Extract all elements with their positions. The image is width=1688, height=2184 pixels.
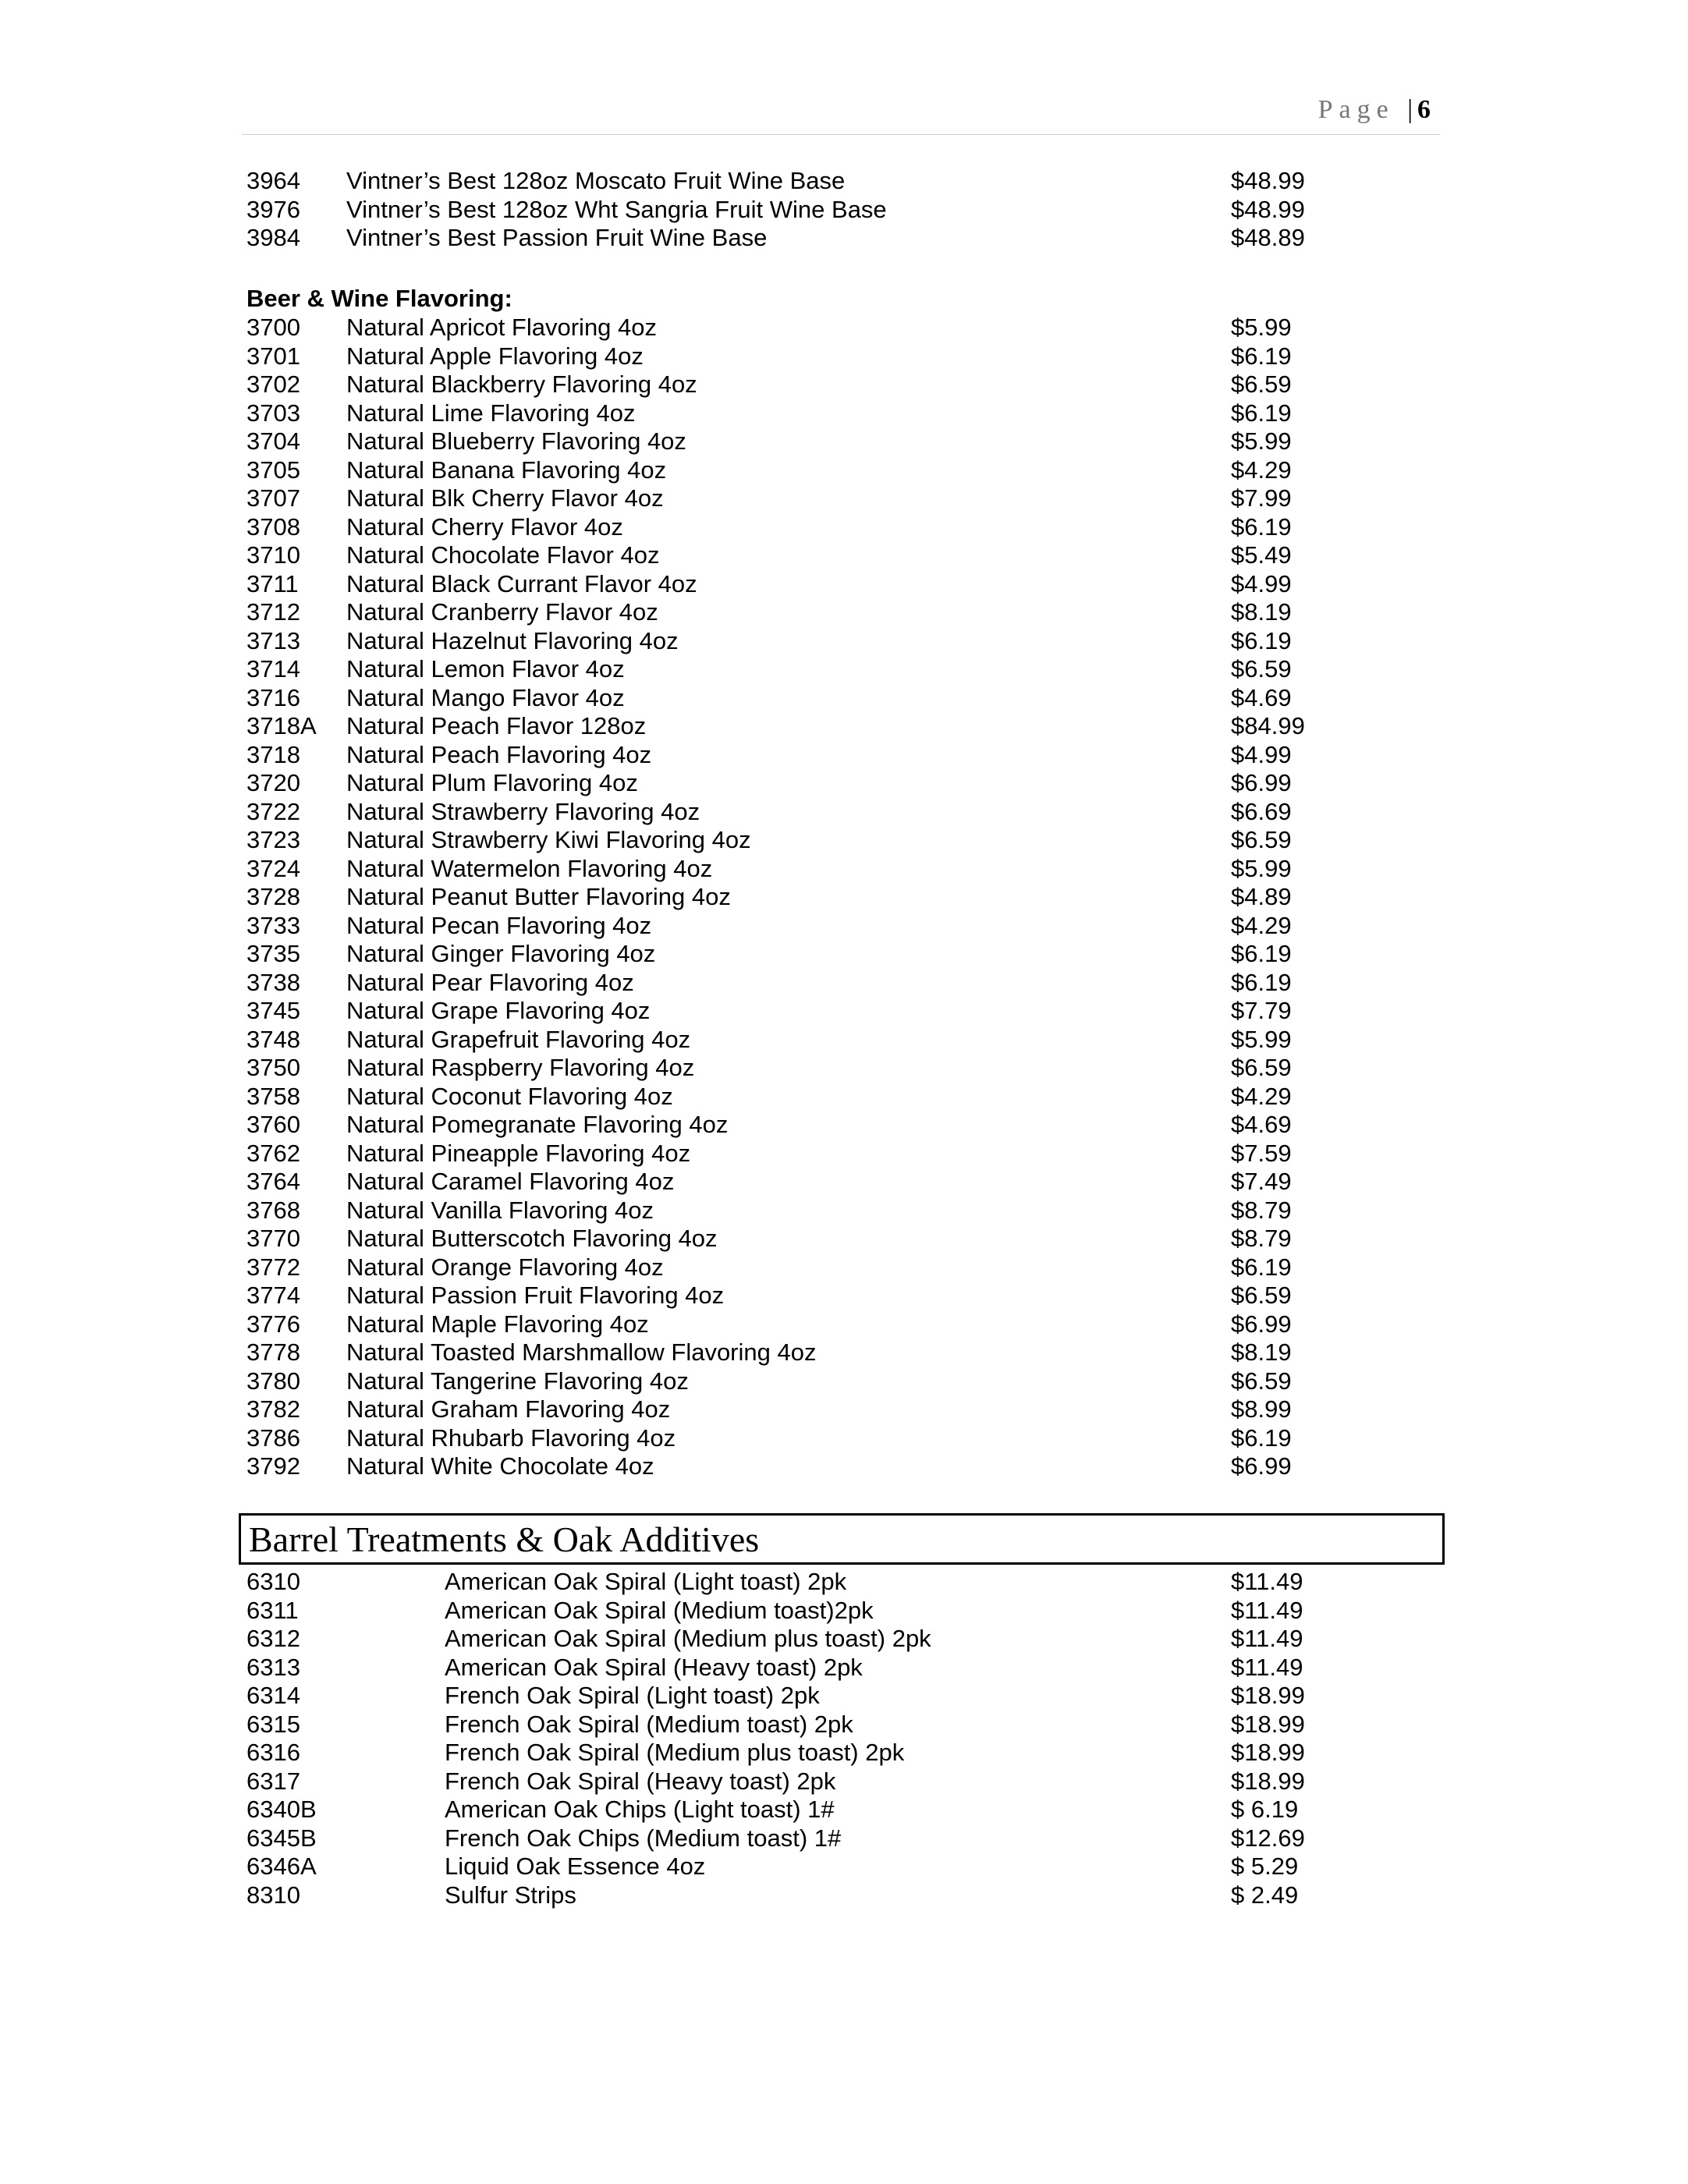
list-item [246, 456, 1354, 485]
list-item [246, 684, 1354, 713]
item-code: 3718 [246, 740, 300, 768]
item-code: 3707 [246, 484, 300, 512]
item-description: Natural Peanut Butter Flavoring 4oz [346, 883, 731, 910]
item-price: $8.79 [1231, 1196, 1292, 1224]
item-code: 3750 [246, 1054, 300, 1081]
item-price: $5.99 [1231, 854, 1292, 882]
item-description: Natural Banana Flavoring 4oz [346, 456, 667, 484]
list-item [246, 427, 1354, 456]
item-description: French Oak Spiral (Heavy toast) 2pk [445, 1767, 836, 1795]
item-price: $4.99 [1231, 740, 1292, 768]
item-description: American Oak Chips (Light toast) 1# [445, 1796, 835, 1823]
item-code: 3701 [246, 342, 300, 370]
item-code: 3720 [246, 769, 300, 796]
list-item [246, 940, 1354, 969]
item-price: $8.19 [1231, 598, 1292, 626]
item-code: 3733 [246, 911, 300, 939]
item-description: Natural Butterscotch Flavoring 4oz [346, 1225, 718, 1252]
item-price: $11.49 [1231, 1625, 1303, 1652]
item-code: 3762 [246, 1139, 300, 1167]
item-code: 3768 [246, 1196, 300, 1224]
barrel-list [246, 1568, 1354, 1909]
item-price: $7.79 [1231, 997, 1292, 1024]
item-code: 6346A [246, 1852, 317, 1880]
item-description: Natural Pecan Flavoring 4oz [346, 911, 652, 939]
item-description: Natural Passion Fruit Flavoring 4oz [346, 1282, 725, 1309]
item-description: Natural Grapefruit Flavoring 4oz [346, 1025, 691, 1053]
item-code: 3792 [246, 1452, 300, 1480]
list-item [246, 1625, 1354, 1654]
item-price: $ 2.49 [1231, 1881, 1299, 1909]
item-code: 3776 [246, 1310, 300, 1338]
list-item [246, 1824, 1354, 1853]
item-price: $7.49 [1231, 1168, 1292, 1195]
item-description: Natural Hazelnut Flavoring 4oz [346, 626, 679, 654]
item-code: 3704 [246, 427, 300, 455]
item-code: 6311 [246, 1596, 299, 1624]
item-price: $6.19 [1231, 940, 1292, 967]
item-code: 3708 [246, 512, 300, 541]
list-item [246, 997, 1354, 1026]
list-item [246, 1424, 1354, 1453]
item-description: French Oak Spiral (Medium toast) 2pk [445, 1710, 853, 1738]
item-code: 3735 [246, 940, 300, 967]
list-item [246, 1568, 1354, 1597]
item-code: 3786 [246, 1424, 300, 1452]
item-description: Natural Rhubarb Flavoring 4oz [346, 1424, 676, 1452]
item-description: Natural Vanilla Flavoring 4oz [346, 1196, 654, 1224]
item-code: 3700 [246, 314, 300, 341]
item-description: Natural Peach Flavoring 4oz [346, 740, 652, 768]
item-description: Natural Black Currant Flavor 4oz [346, 569, 697, 597]
wine-base-list [246, 167, 1354, 253]
item-price: $6.99 [1231, 1452, 1292, 1480]
item-price: $18.99 [1231, 1739, 1305, 1766]
item-price: $48.99 [1231, 167, 1305, 194]
item-code: 6317 [246, 1767, 300, 1795]
list-item [246, 912, 1354, 941]
list-item [246, 1168, 1354, 1197]
item-price: $6.69 [1231, 797, 1292, 825]
item-description: Natural White Chocolate 4oz [346, 1452, 654, 1480]
list-item [246, 167, 1354, 196]
item-description: American Oak Spiral (Medium toast)2pk [445, 1596, 874, 1624]
item-price: $ 6.19 [1231, 1796, 1299, 1823]
item-price: $4.69 [1231, 683, 1292, 711]
item-description: American Oak Spiral (Light toast) 2pk [445, 1568, 847, 1595]
item-description: Natural Pineapple Flavoring 4oz [346, 1139, 691, 1167]
item-code: 3714 [246, 655, 300, 682]
item-code: 6345B [246, 1824, 317, 1852]
item-price: $18.99 [1231, 1682, 1305, 1709]
item-price: $4.69 [1231, 1111, 1292, 1138]
item-price: $6.59 [1231, 370, 1292, 398]
item-code: 3705 [246, 456, 300, 484]
item-description: Vintner’s Best Passion Fruit Wine Base [346, 224, 768, 251]
list-item [246, 1338, 1354, 1367]
item-code: 6313 [246, 1653, 300, 1681]
item-price: $6.59 [1231, 1282, 1292, 1309]
list-item [246, 598, 1354, 627]
item-price: $5.49 [1231, 541, 1292, 569]
item-price: $6.19 [1231, 1253, 1292, 1281]
item-code: 3760 [246, 1111, 300, 1138]
list-item [246, 1310, 1354, 1339]
item-description: French Oak Spiral (Medium plus toast) 2pk [445, 1739, 905, 1766]
item-description: American Oak Spiral (Heavy toast) 2pk [445, 1653, 863, 1681]
item-price: $6.59 [1231, 1054, 1292, 1081]
list-item [246, 1852, 1354, 1881]
item-price: $18.99 [1231, 1710, 1305, 1738]
page-separator: | [1407, 95, 1413, 124]
list-item [246, 655, 1354, 684]
item-code: 3778 [246, 1338, 300, 1366]
item-price: $ 5.29 [1231, 1852, 1299, 1880]
list-item [246, 1682, 1354, 1711]
item-code: 3723 [246, 826, 300, 853]
item-description: Natural Chocolate Flavor 4oz [346, 541, 660, 569]
item-description: Natural Strawberry Kiwi Flavoring 4oz [346, 826, 751, 853]
item-price: $11.49 [1231, 1568, 1303, 1595]
page-number-label [1318, 95, 1431, 125]
item-price: $6.59 [1231, 1367, 1292, 1395]
item-code: 6340B [246, 1796, 317, 1823]
list-item [246, 883, 1354, 912]
item-code: 3780 [246, 1367, 300, 1395]
item-price: $6.19 [1231, 342, 1292, 370]
item-price: $6.59 [1231, 826, 1292, 853]
item-price: $8.19 [1231, 1338, 1292, 1366]
item-description: French Oak Spiral (Light toast) 2pk [445, 1682, 820, 1709]
item-code: 3984 [246, 224, 300, 251]
item-price: $4.89 [1231, 883, 1292, 910]
item-description: Natural Grape Flavoring 4oz [346, 997, 651, 1024]
item-code: 3772 [246, 1253, 300, 1281]
item-code: 3745 [246, 997, 300, 1024]
list-item [246, 1881, 1354, 1910]
item-price: $84.99 [1231, 712, 1305, 739]
item-description: Natural Mango Flavor 4oz [346, 683, 625, 711]
item-description: Natural Blueberry Flavoring 4oz [346, 427, 686, 455]
item-code: 3782 [246, 1395, 300, 1423]
item-code: 3716 [246, 683, 300, 711]
list-item [246, 399, 1354, 428]
list-item [246, 1225, 1354, 1253]
item-code: 3711 [246, 569, 299, 597]
barrel-section-title: Barrel Treatments & Oak Additives [249, 1519, 760, 1559]
item-price: $6.99 [1231, 1310, 1292, 1338]
list-item [246, 969, 1354, 998]
list-item [246, 224, 1354, 253]
item-description: Natural Ginger Flavoring 4oz [346, 940, 656, 967]
item-description: Natural Peach Flavor 128oz [346, 712, 647, 739]
item-price: $5.99 [1231, 427, 1292, 455]
item-description: Natural Raspberry Flavoring 4oz [346, 1054, 695, 1081]
item-price: $7.99 [1231, 484, 1292, 512]
item-price: $5.99 [1231, 1025, 1292, 1053]
list-item [246, 798, 1354, 827]
item-code: 3748 [246, 1025, 300, 1053]
item-price: $6.19 [1231, 399, 1292, 427]
item-price: $48.89 [1231, 224, 1305, 251]
list-item [246, 1711, 1354, 1739]
list-item [246, 1026, 1354, 1055]
page-word: Page [1317, 95, 1395, 124]
item-description: Natural Apricot Flavoring 4oz [346, 314, 658, 341]
item-code: 3724 [246, 854, 300, 882]
item-price: $4.29 [1231, 911, 1292, 939]
item-description: Natural Caramel Flavoring 4oz [346, 1168, 675, 1195]
item-description: Natural Cherry Flavor 4oz [346, 512, 623, 541]
list-item [246, 1282, 1354, 1310]
list-item [246, 627, 1354, 656]
item-description: Natural Tangerine Flavoring 4oz [346, 1367, 689, 1395]
item-description: Natural Watermelon Flavoring 4oz [346, 854, 713, 882]
item-code: 3710 [246, 541, 300, 569]
list-item [246, 855, 1354, 884]
item-code: 3702 [246, 370, 300, 398]
item-description: Natural Blk Cherry Flavor 4oz [346, 484, 664, 512]
item-description: Natural Orange Flavoring 4oz [346, 1253, 664, 1281]
item-code: 6310 [246, 1568, 300, 1595]
item-description: Natural Pear Flavoring 4oz [346, 968, 634, 996]
item-code: 3964 [246, 167, 300, 194]
item-code: 3718A [246, 712, 317, 739]
item-code: 3728 [246, 883, 300, 910]
list-item [246, 769, 1354, 798]
list-item [246, 1767, 1354, 1796]
item-code: 3712 [246, 598, 300, 626]
item-price: $8.99 [1231, 1395, 1292, 1423]
item-code: 6316 [246, 1739, 300, 1766]
item-description: Vintner’s Best 128oz Moscato Fruit Wine Base [346, 167, 846, 194]
item-description: Natural Maple Flavoring 4oz [346, 1310, 649, 1338]
item-description: Natural Graham Flavoring 4oz [346, 1395, 671, 1423]
item-description: Natural Apple Flavoring 4oz [346, 342, 644, 370]
item-description: Natural Plum Flavoring 4oz [346, 769, 638, 796]
item-code: 3703 [246, 399, 300, 427]
list-item [246, 1395, 1354, 1424]
item-price: $6.19 [1231, 968, 1292, 996]
item-price: $7.59 [1231, 1139, 1292, 1167]
item-code: 3774 [246, 1282, 300, 1309]
list-item [246, 1597, 1354, 1626]
barrel-section-header [239, 1513, 1445, 1565]
item-description: Natural Strawberry Flavoring 4oz [346, 797, 700, 825]
item-price: $6.19 [1231, 1424, 1292, 1452]
list-item [246, 314, 1354, 342]
list-item [246, 484, 1354, 513]
list-item [246, 1739, 1354, 1767]
item-price: $11.49 [1231, 1596, 1303, 1624]
item-price: $6.99 [1231, 769, 1292, 796]
item-price: $8.79 [1231, 1225, 1292, 1252]
list-item [246, 1452, 1354, 1481]
item-description: Natural Coconut Flavoring 4oz [346, 1082, 673, 1110]
item-description: French Oak Chips (Medium toast) 1# [445, 1824, 842, 1852]
item-code: 6315 [246, 1710, 300, 1738]
list-item [246, 513, 1354, 542]
page-number: 6 [1417, 95, 1431, 124]
list-item [246, 1367, 1354, 1396]
item-description: Liquid Oak Essence 4oz [445, 1852, 706, 1880]
item-description: Vintner’s Best 128oz Wht Sangria Fruit Wine Base [346, 195, 887, 223]
item-code: 6314 [246, 1682, 300, 1709]
list-item [246, 712, 1354, 741]
item-price: $48.99 [1231, 195, 1305, 223]
item-price: $12.69 [1231, 1824, 1305, 1852]
item-price: $6.59 [1231, 655, 1292, 682]
page-header [242, 95, 1440, 135]
item-price: $6.19 [1231, 626, 1292, 654]
list-item [246, 1197, 1354, 1225]
list-item [246, 1111, 1354, 1140]
list-item [246, 1796, 1354, 1824]
item-description: Natural Blackberry Flavoring 4oz [346, 370, 697, 398]
item-description: Natural Lemon Flavor 4oz [346, 655, 625, 682]
item-price: $18.99 [1231, 1767, 1305, 1795]
item-description: Sulfur Strips [445, 1881, 576, 1909]
item-price: $4.29 [1231, 456, 1292, 484]
item-code: 8310 [246, 1881, 300, 1909]
list-item [246, 342, 1354, 371]
list-item [246, 826, 1354, 855]
item-price: $4.29 [1231, 1082, 1292, 1110]
item-code: 3738 [246, 968, 300, 996]
flavoring-section [246, 284, 1354, 1481]
item-price: $5.99 [1231, 314, 1292, 341]
list-item [246, 1253, 1354, 1282]
flavoring-list [246, 314, 1354, 1481]
item-price: $4.99 [1231, 569, 1292, 597]
list-item [246, 541, 1354, 570]
item-description: Natural Toasted Marshmallow Flavoring 4oz [346, 1338, 817, 1366]
item-description: Natural Lime Flavoring 4oz [346, 399, 636, 427]
list-item [246, 1054, 1354, 1083]
item-code: 3713 [246, 626, 300, 654]
list-item [246, 1083, 1354, 1112]
list-item [246, 196, 1354, 225]
item-price: $6.19 [1231, 512, 1292, 541]
flavoring-section-title: Beer & Wine Flavoring: [246, 285, 512, 312]
item-description: Natural Cranberry Flavor 4oz [346, 598, 658, 626]
list-item [246, 1654, 1354, 1682]
list-item [246, 570, 1354, 599]
item-code: 3770 [246, 1225, 300, 1252]
item-code: 3764 [246, 1168, 300, 1195]
item-description: American Oak Spiral (Medium plus toast) 2pk [445, 1625, 931, 1652]
item-description: Natural Pomegranate Flavoring 4oz [346, 1111, 729, 1138]
item-code: 3976 [246, 195, 300, 223]
item-price: $11.49 [1231, 1653, 1303, 1681]
list-item [246, 1140, 1354, 1168]
list-item [246, 741, 1354, 770]
item-code: 6312 [246, 1625, 300, 1652]
list-item [246, 370, 1354, 399]
item-code: 3722 [246, 797, 300, 825]
item-code: 3758 [246, 1082, 300, 1110]
